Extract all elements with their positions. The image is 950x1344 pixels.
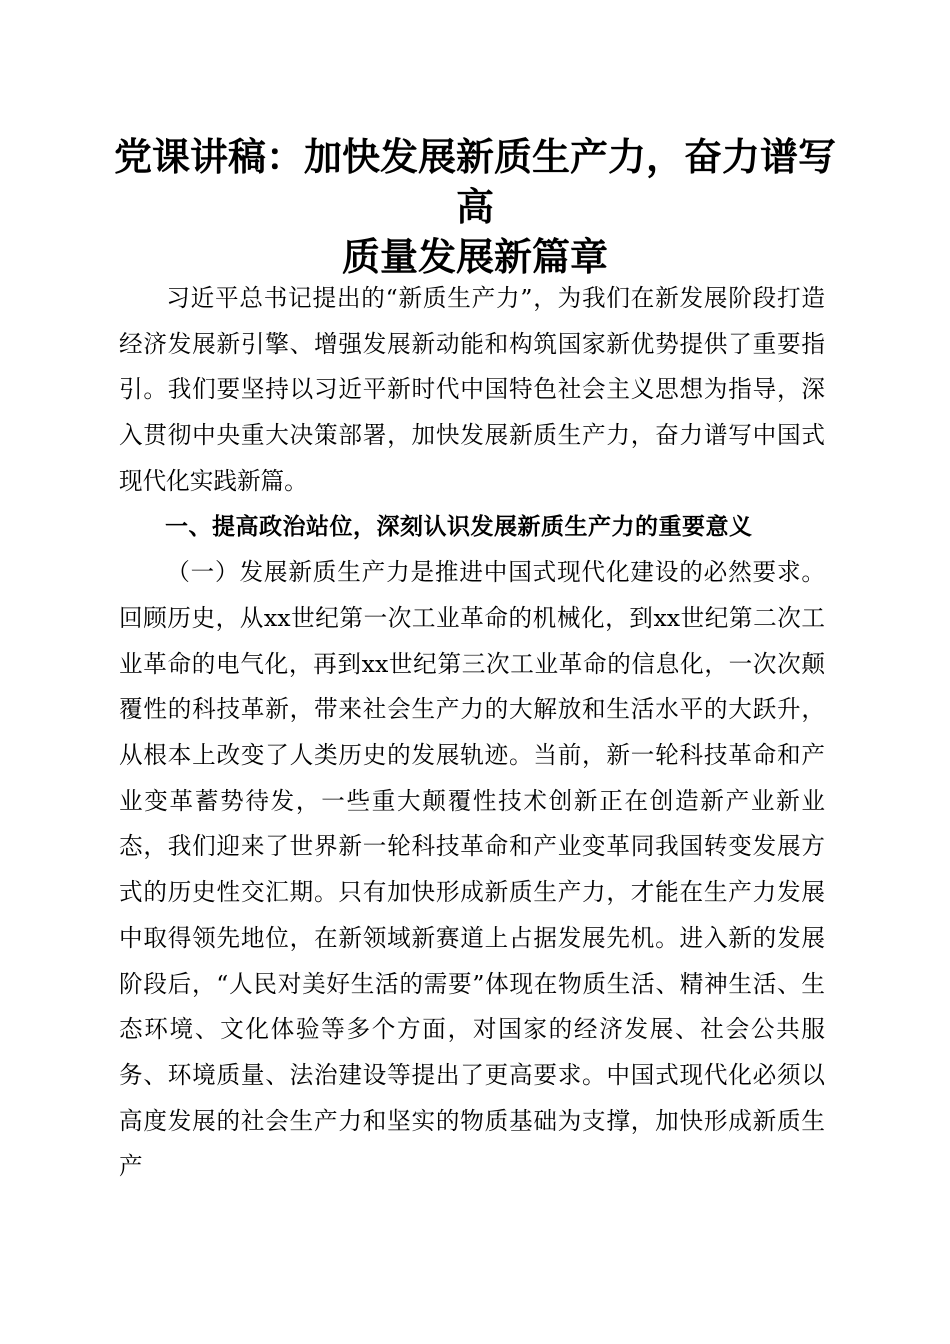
- title-line-1: 党课讲稿：加快发展新质生产力，奋力谱写高: [113, 134, 836, 229]
- title-line-2: 质量发展新篇章: [341, 234, 608, 279]
- subsection-label: （一）发展新质生产力是推进中国式现代化建设的必然要求。: [166, 558, 825, 587]
- intro-paragraph: 习近平总书记提出的“新质生产力”，为我们在新发展阶段打造经济发展新引擎、增强发展新动能和构筑国家新优势提供了重要指引。我们要坚持以习近平新时代中国特色社会主义思想为指导，深入贯彻中央重大决策部署，加快发展新质生产力，奋力谱写中国式现代化实践新篇。: [119, 284, 825, 495]
- document-title: [100, 132, 850, 282]
- section-1-paragraph: [119, 550, 825, 1190]
- subsection-text: 回顾历史，从xx世纪第一次工业革命的机械化，到xx世纪第二次工业革命的电气化，再到xx世纪第三次工业革命的信息化，一次次颠覆性的科技革新，带来社会生产力的大解放和生活水平的大跃升，从根本上改变了人类历史的发展轨迹。当前，新一轮科技革命和产业变革蓄势待发，一些重大颠覆性技术创新正在创造新产业新业态，我们迎来了世界新一轮科技革命和产业变革同我国转变发展方式的历史性交汇期。只有加快形成新质生产力，才能在生产力发展中取得领先地位，在新领域新赛道上占据发展先机。进入新的发展阶段后，“人民对美好生活的需要”体现在物质生活、精神生活、生态环境、文化体验等多个方面，对国家的经济发展、社会公共服务、环境质量、法治建设等提出了更高要求。中国式现代化必须以高度发展的社会生产力和坚实的物质基础为支撑，加快形成新质生产: [119, 603, 825, 1181]
- section-heading-1: 一、提高政治站位，深刻认识发展新质生产力的重要意义: [165, 513, 753, 540]
- document-body: [119, 276, 825, 1190]
